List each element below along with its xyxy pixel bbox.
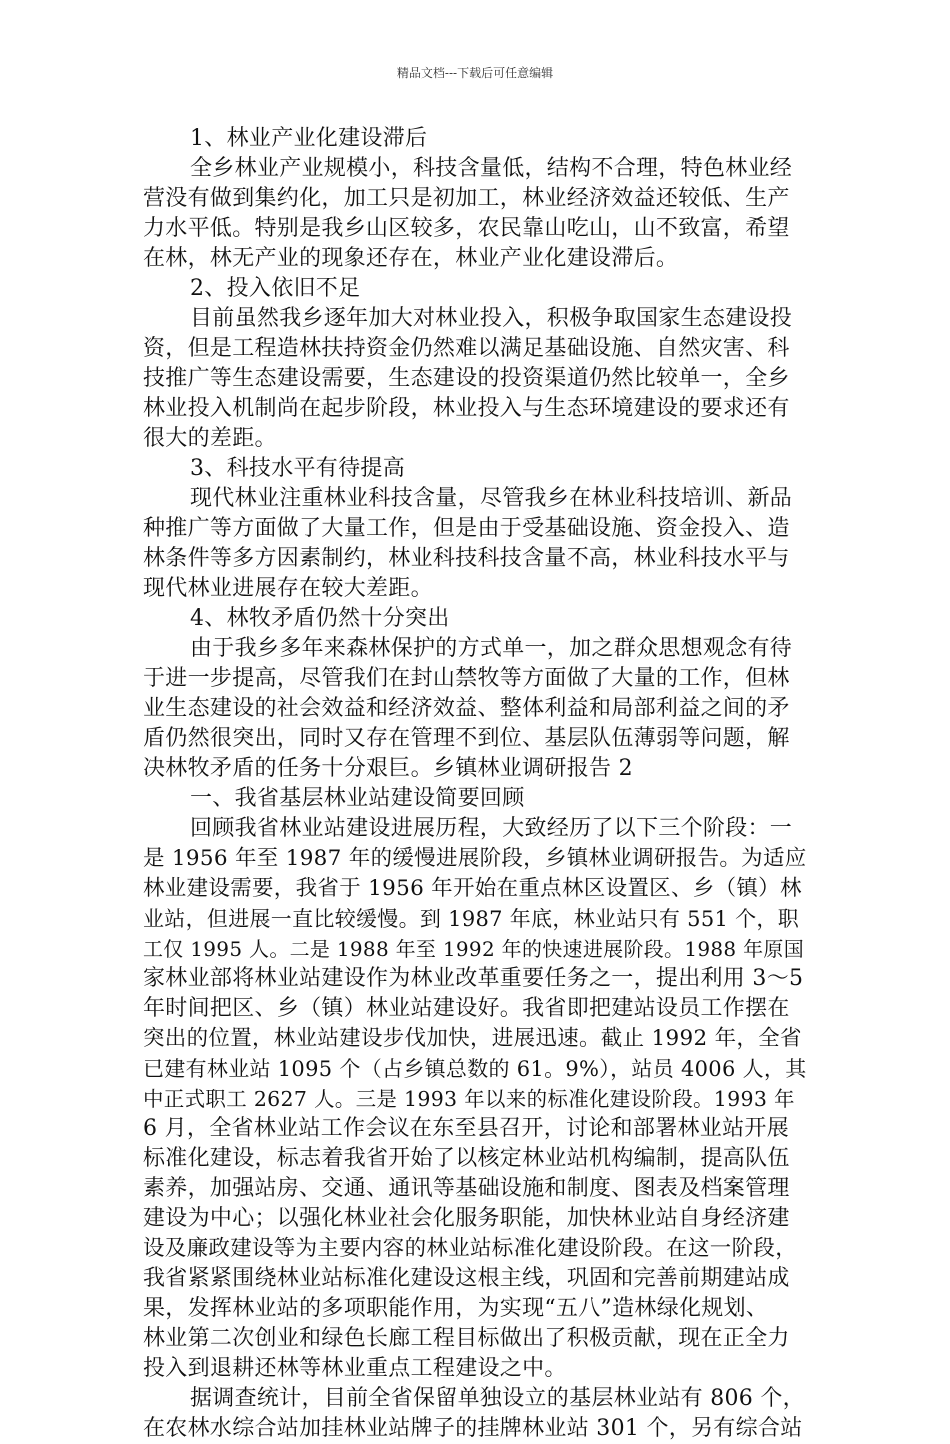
text-line: 投入到退耕还林等林业重点工程建设之中。 — [143, 1356, 567, 1381]
text-line: 3、科技水平有待提高 — [190, 456, 405, 481]
text-line: 标准化建设，标志着我省开始了以核定林业站机构编制，提高队伍 — [143, 1146, 790, 1171]
document-body — [143, 124, 809, 1444]
text-line: 全乡林业产业规模小，科技含量低，结构不合理，特色林业经 — [190, 156, 793, 181]
text-line: 4、林牧矛盾仍然十分突出 — [190, 606, 450, 631]
text-line: 突出的位置，林业站建设步伐加快，进展迅速。截止 1992 年，全省 — [143, 1026, 802, 1051]
text-line: 果，发挥林业站的多项职能作用，为实现“五八”造林绿化规划、 — [143, 1296, 769, 1321]
text-line: 种推广等方面做了大量工作，但是由于受基础设施、资金投入、造 — [143, 516, 790, 541]
text-line: 资，但是工程造林扶持资金仍然难以满足基础设施、自然灾害、科 — [143, 336, 790, 361]
text-line: 现代林业注重林业科技含量，尽管我乡在林业科技培训、新品 — [190, 486, 793, 511]
text-line: 6 月，全省林业站工作会议在东至县召开，讨论和部署林业站开展 — [143, 1116, 789, 1141]
text-line: 林业建设需要，我省于 1956 年开始在重点林区设置区、乡（镇）林 — [143, 876, 802, 901]
text-line: 家林业部将林业站建设作为林业改革重要任务之一，提出利用 3～5 — [143, 966, 804, 991]
text-line: 盾仍然很突出，同时又存在管理不到位、基层队伍薄弱等问题，解 — [143, 726, 790, 751]
text-line: 很大的差距。 — [143, 426, 277, 451]
text-line: 业站，但进展一直比较缓慢。到 1987 年底，林业站只有 551 个，职 — [143, 907, 800, 931]
text-line: 设及廉政建设等为主要内容的林业站标准化建设阶段。在这一阶段， — [143, 1236, 798, 1261]
text-line: 我省紧紧围绕林业站标准化建设这根主线，巩固和完善前期建站成 — [143, 1266, 790, 1291]
text-line: 是 1956 年至 1987 年的缓慢进展阶段，乡镇林业调研报告。为适应 — [143, 846, 807, 871]
text-line: 在农林水综合站加挂林业站牌子的挂牌林业站 301 个，另有综合站 — [143, 1416, 803, 1441]
text-line: 中正式职工 2627 人。三是 1993 年以来的标准化建设阶段。1993 年 — [143, 1087, 795, 1111]
text-line: 建设为中心；以强化林业社会化服务职能，加快林业站自身经济建 — [143, 1206, 790, 1231]
text-line: 回顾我省林业站建设进展历程，大致经历了以下三个阶段：一 — [190, 816, 793, 841]
text-line: 林业投入机制尚在起步阶段，林业投入与生态环境建设的要求还有 — [143, 396, 790, 421]
text-line: 素养，加强站房、交通、通讯等基础设施和制度、图表及档案管理 — [143, 1176, 790, 1201]
text-line: 于进一步提高，尽管我们在封山禁牧等方面做了大量的工作，但林 — [143, 666, 790, 691]
text-line: 力水平低。特别是我乡山区较多，农民靠山吃山，山不致富，希望 — [143, 216, 790, 241]
text-line: 已建有林业站 1095 个（占乡镇总数的 61。9%），站员 4006 人，其 — [143, 1057, 807, 1081]
text-line: 业生态建设的社会效益和经济效益、整体利益和局部利益之间的矛 — [143, 696, 790, 721]
text-line: 决林牧矛盾的任务十分艰巨。乡镇林业调研报告 2 — [143, 756, 633, 781]
text-line: 工仅 1995 人。二是 1988 年至 1992 年的快速进展阶段。1988 年原国 — [143, 937, 804, 961]
text-line: 营没有做到集约化，加工只是初加工，林业经济效益还较低、生产 — [143, 186, 790, 211]
text-line: 由于我乡多年来森林保护的方式单一，加之群众思想观念有待 — [190, 636, 793, 661]
text-line: 林条件等多方因素制约，林业科技科技含量不高，林业科技水平与 — [143, 546, 790, 571]
text-line: 2、投入依旧不足 — [190, 276, 361, 301]
page-header: 精品文档---下载后可任意编辑 — [396, 66, 554, 80]
text-line: 技推广等生态建设需要，生态建设的投资渠道仍然比较单一，全乡 — [143, 366, 790, 391]
text-line: 在林，林无产业的现象还存在，林业产业化建设滞后。 — [143, 246, 679, 271]
text-line: 1、林业产业化建设滞后 — [190, 126, 428, 151]
text-line: 林业第二次创业和绿色长廊工程目标做出了积极贡献，现在正全力 — [143, 1326, 790, 1351]
text-line: 现代林业进展存在较大差距。 — [143, 576, 433, 601]
text-line: 据调查统计，目前全省保留单独设立的基层林业站有 806 个， — [190, 1386, 805, 1411]
text-line: 年时间把区、乡（镇）林业站建设好。我省即把建站设员工作摆在 — [143, 996, 790, 1021]
text-line: 目前虽然我乡逐年加大对林业投入，积极争取国家生态建设投 — [190, 306, 793, 331]
text-line: 一、我省基层林业站建设简要回顾 — [190, 786, 525, 811]
